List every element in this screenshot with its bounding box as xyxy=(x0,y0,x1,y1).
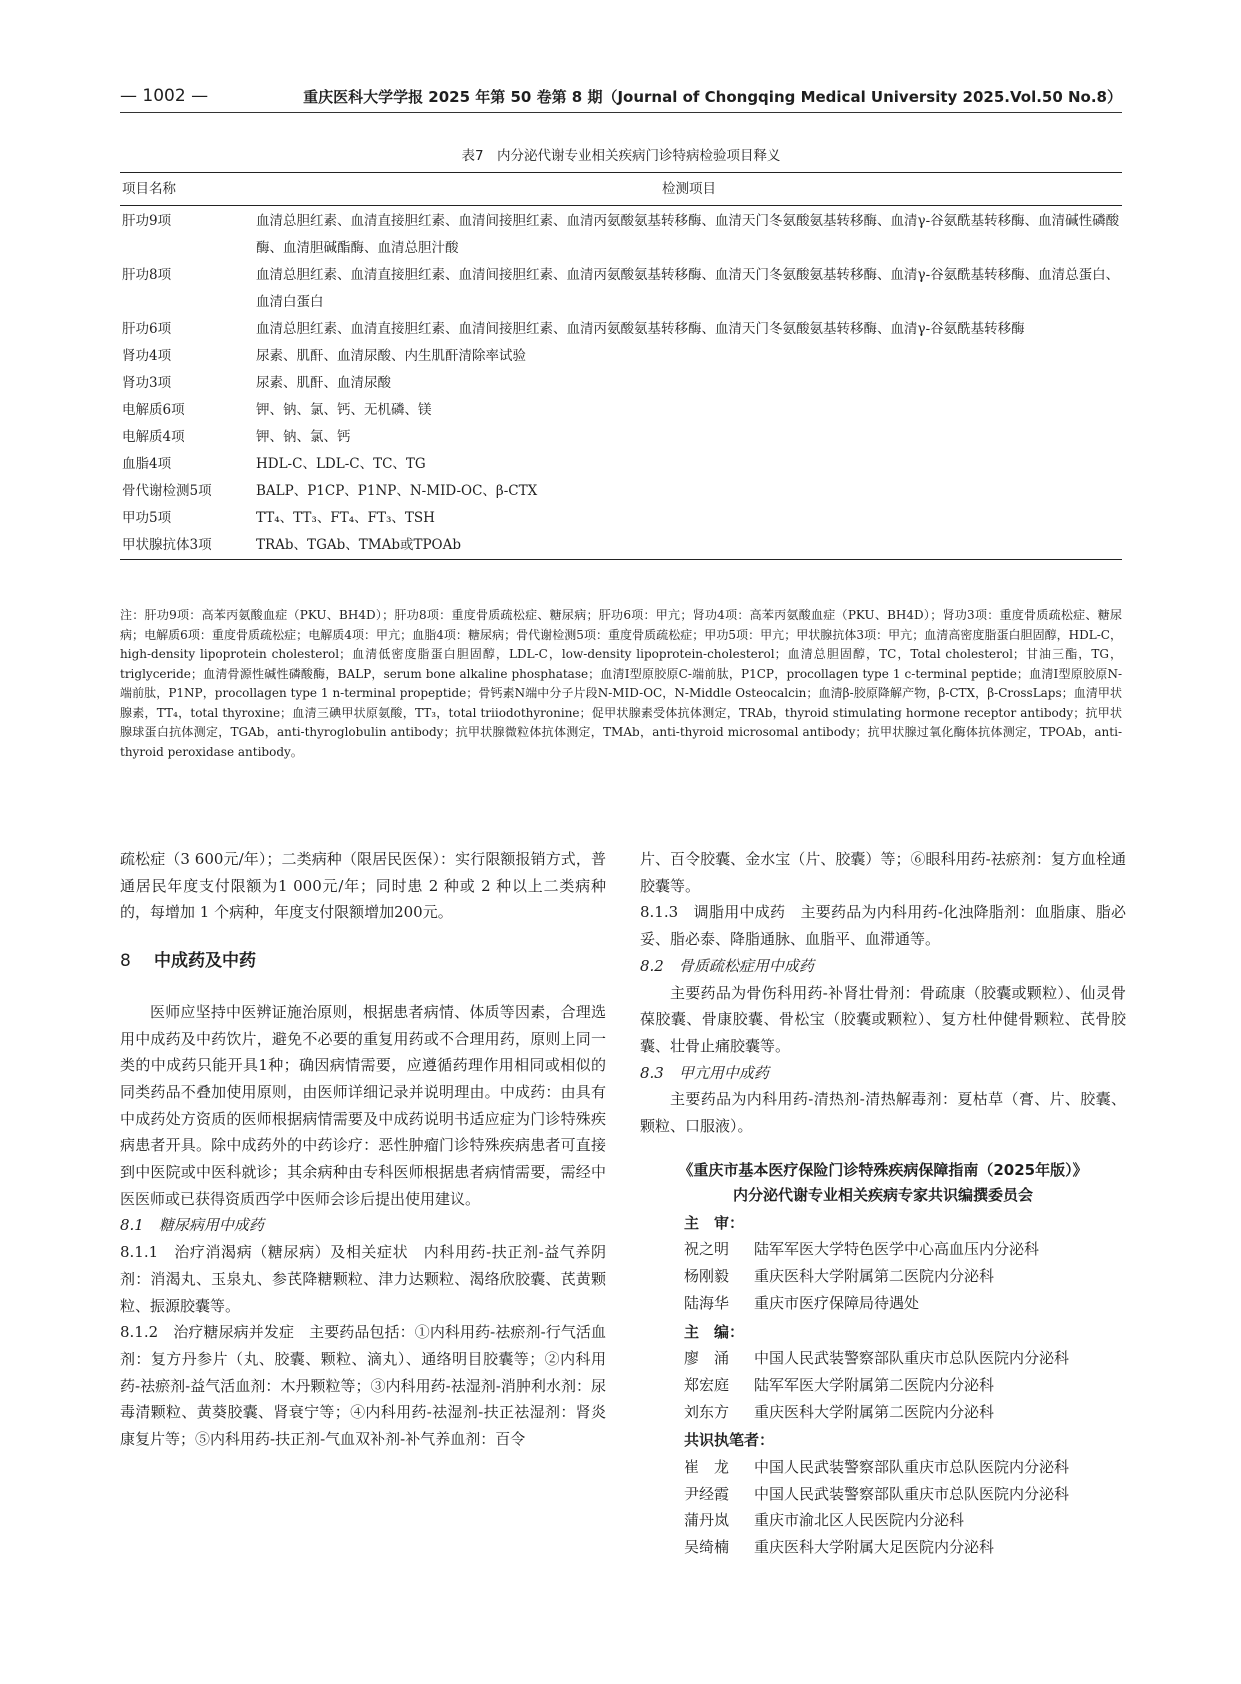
paragraph-8-1-3: 8.1.3 调脂用中成药 主要药品为内科用药-化浊降脂剂：血脂康、脂必妥、脂必泰、降脂通脉、血脂平、血滞通等。 xyxy=(640,903,1126,949)
committee-member xyxy=(640,1236,1126,1263)
header-rule xyxy=(120,112,1122,113)
table-row xyxy=(120,478,1122,505)
paragraph-8-2: 主要药品为骨伤科用药-补肾壮骨剂：骨疏康（胶囊或颗粒）、仙灵骨葆胶囊、骨康胶囊、骨松宝（胶囊或颗粒）、复方杜仲健骨颗粒、芪骨胶囊、壮骨止痛胶囊等。 xyxy=(640,983,1126,1055)
member-name: 陆海华 xyxy=(684,1293,730,1312)
continued-paragraph: 疏松症（3 600元/年）；二类病种（限居民医保）：实行限额报销方式，普通居民年度支付限额为1 000元/年；同时患 2 种或 2 种以上二类病种的，每增加 1 个病种，年度支付限额增加200元。 xyxy=(120,850,606,922)
committee-member xyxy=(640,1481,1126,1508)
row-item-name: 骨代谢检测5项 xyxy=(122,483,212,499)
member-name: 崔 龙 xyxy=(684,1458,730,1477)
role-review: 主 审： xyxy=(684,1213,745,1232)
table-row xyxy=(120,451,1122,478)
committee-member xyxy=(640,1345,1126,1372)
table-row xyxy=(120,262,1122,316)
continued-paragraph-right: 片、百令胶囊、金水宝（片、胶囊）等；⑥眼科用药-祛瘀剂：复方血栓通胶囊等。 xyxy=(640,850,1126,895)
section-title: 中成药及中药 xyxy=(154,951,256,972)
row-tests: BALP、P1CP、P1NP、N-MID-OC、β-CTX xyxy=(256,483,538,499)
table-title: 表7 内分泌代谢专业相关疾病门诊特病检验项目释义 xyxy=(461,148,781,164)
row-tests: TT₄、TT₃、FT₄、FT₃、TSH xyxy=(256,510,435,526)
member-name: 吴绮楠 xyxy=(684,1538,730,1557)
exam-items-table xyxy=(120,172,1122,560)
running-header xyxy=(120,86,1122,112)
committee-title-line-1: 《重庆市基本医疗保险门诊特殊疾病保障指南（2025年版）》 xyxy=(678,1160,1088,1179)
committee-member xyxy=(640,1507,1126,1534)
member-affiliation: 重庆市渝北区人民医院内分泌科 xyxy=(754,1511,965,1530)
committee-member xyxy=(640,1263,1126,1290)
section-heading xyxy=(120,948,606,975)
member-name: 廖 涌 xyxy=(684,1349,730,1368)
member-name: 蒲丹岚 xyxy=(684,1511,730,1530)
member-affiliation: 陆军军医大学特色医学中心高血压内分泌科 xyxy=(754,1240,1040,1259)
subsection-heading-8-1: 8.1 糖尿病用中成药 xyxy=(120,1216,264,1235)
committee-member xyxy=(640,1454,1126,1481)
journal-citation: 重庆医科大学学报 2025 年第 50 卷第 8 期（Journal of Chongqing Medical University 2025.Vol.50 No.8） xyxy=(303,88,1122,106)
row-tests: HDL-C、LDL-C、TC、TG xyxy=(256,456,426,472)
member-affiliation: 重庆医科大学附属第二医院内分泌科 xyxy=(754,1267,995,1286)
table-row xyxy=(120,397,1122,424)
committee-title-line-2: 内分泌代谢专业相关疾病专家共识编撰委员会 xyxy=(732,1185,1033,1204)
page-number: — 1002 — xyxy=(120,86,209,106)
column-header-item: 项目名称 xyxy=(120,173,254,206)
committee-member xyxy=(640,1290,1126,1317)
section-number: 8 xyxy=(120,951,131,972)
row-item-name: 电解质6项 xyxy=(122,402,185,418)
member-affiliation: 重庆医科大学附属大足医院内分泌科 xyxy=(754,1538,995,1557)
right-column xyxy=(640,846,1126,1561)
role-writers: 共识执笔者： xyxy=(684,1431,775,1450)
row-tests: 尿素、肌酐、血清尿酸 xyxy=(256,375,391,391)
committee-member xyxy=(640,1399,1126,1426)
row-tests: 血清总胆红素、血清直接胆红素、血清间接胆红素、血清丙氨酸氨基转移酶、血清天门冬氨酸氨基转移酶、血清γ-谷氨酰基转移酶 xyxy=(256,321,1025,337)
row-tests: 钾、钠、氯、钙、无机磷、镁 xyxy=(256,402,432,418)
subsection-heading-8-3: 8.3 甲亢用中成药 xyxy=(640,1063,769,1082)
row-item-name: 血脂4项 xyxy=(122,456,172,472)
member-name: 尹经霞 xyxy=(684,1484,730,1503)
table-row xyxy=(120,505,1122,532)
paragraph-8-1-2: 8.1.2 治疗糖尿病并发症 主要药品包括：①内科用药-祛瘀剂-行气活血剂：复方丹参片（丸、胶囊、颗粒、滴丸）、通络明目胶囊等；②内科用药-祛瘀剂-益气活血剂：木丹颗粒等；③内科用药-祛湿剂-消肿利水剂：尿毒清颗粒、黄葵胶囊、肾衰宁等；④内科用药-祛湿剂-扶正祛湿剂：肾炎康复片等；⑤内科用药-扶正剂-气血双补剂-补气养血剂：百令 xyxy=(120,1323,606,1449)
row-item-name: 甲功5项 xyxy=(122,510,172,526)
row-item-name: 肝功8项 xyxy=(122,267,172,283)
column-header-tests: 检测项目 xyxy=(254,173,1122,206)
committee-title xyxy=(640,1158,1126,1208)
member-name: 刘东方 xyxy=(684,1402,730,1421)
paragraph-8-3: 主要药品为内科用药-清热剂-清热解毒剂：夏枯草（膏、片、胶囊、颗粒、口服液）。 xyxy=(640,1090,1126,1136)
row-item-name: 电解质4项 xyxy=(122,429,185,445)
table-row xyxy=(120,532,1122,560)
table-row xyxy=(120,424,1122,451)
table-row xyxy=(120,343,1122,370)
row-tests: 尿素、肌酐、血清尿酸、内生肌酐清除率试验 xyxy=(256,348,526,364)
table-row xyxy=(120,370,1122,397)
subsection-heading-8-2: 8.2 骨质疏松症用中成药 xyxy=(640,956,814,975)
row-tests: 血清总胆红素、血清直接胆红素、血清间接胆红素、血清丙氨酸氨基转移酶、血清天门冬氨酸氨基转移酶、血清γ-谷氨酰基转移酶、血清总蛋白、血清白蛋白 xyxy=(256,267,1120,310)
row-item-name: 肾功3项 xyxy=(122,375,172,391)
table-row xyxy=(120,316,1122,343)
member-affiliation: 重庆市医疗保障局待遇处 xyxy=(754,1293,920,1312)
member-affiliation: 中国人民武装警察部队重庆市总队医院内分泌科 xyxy=(754,1484,1070,1503)
row-tests: 血清总胆红素、血清直接胆红素、血清间接胆红素、血清丙氨酸氨基转移酶、血清天门冬氨酸氨基转移酶、血清γ-谷氨酰基转移酶、血清碱性磷酸酶、血清胆碱酯酶、血清总胆汁酸 xyxy=(256,213,1120,256)
table-header-row xyxy=(120,173,1122,206)
role-editor: 主 编： xyxy=(684,1322,745,1341)
row-item-name: 甲状腺抗体3项 xyxy=(120,532,254,560)
member-name: 郑宏庭 xyxy=(684,1375,730,1394)
intro-paragraph: 医师应坚持中医辨证施治原则，根据患者病情、体质等因素，合理选用中成药及中药饮片，避免不必要的重复用药或不合理用药，原则上同一类的中成药只能开具1种；确因病情需要，应遵循药理作用相同或相似的同类药品不叠加使用原则，由医师详细记录并说明理由。中成药：由具有中成药处方资质的医师根据病情需要及中成药说明书适应症为门诊特殊疾病患者开具。除中成药外的中药诊疗：恶性肿瘤门诊特殊疾病患者可直接到中医院或中医科就诊；其余病种由专科医师根据患者病情需要，需经中医医师或已获得资质西学中医师会诊后提出使用建议。 xyxy=(120,1002,606,1208)
member-affiliation: 中国人民武装警察部队重庆市总队医院内分泌科 xyxy=(754,1458,1070,1477)
paragraph-8-1-1: 8.1.1 治疗消渴病（糖尿病）及相关症状 内科用药-扶正剂-益气养阴剂：消渴丸、玉泉丸、参芪降糖颗粒、津力达颗粒、渴络欣胶囊、芪黄颗粒、振源胶囊等。 xyxy=(120,1243,606,1315)
left-column xyxy=(120,846,606,1453)
table-note: 注：肝功9项：高苯丙氨酸血症（PKU、BH4D）；肝功8项：重度骨质疏松症、糖尿病；肝功6项：甲亢；肾功4项：高苯丙氨酸血症（PKU、BH4D）；肾功3项：重度骨质疏松症、糖尿病；电解质6项：重度骨质疏松症；电解质4项：甲亢；血脂4项：糖尿病；骨代谢检测5项：重度骨质疏松症；甲功5项：甲亢；甲状腺抗体3项：甲亢；血清高密度脂蛋白胆固醇，HDL-C，high-density lipoprotein cholesterol；血清低密度脂蛋白胆固醇，LDL-C，low-density lipoprotein-cholesterol；血清总胆固醇，TC，Total cholesterol；甘油三酯，TG，triglyceride；血清骨源性碱性磷酸酶，BALP，serum bone alkaline phosphatase；血清Ⅰ型原胶原C-端前肽，P1CP，procollagen type 1 c-terminal peptide；血清Ⅰ型原胶原N-端前肽，P1NP，procollagen type 1 n-terminal propeptide；骨钙素N端中分子片段N-MID-OC，N-Middle Osteocalcin；血清β-胶原降解产物，β-CTX，β-CrossLaps；血清甲状腺素，TT₄，total thyroxine；血清三碘甲状原氨酸，TT₃，total triiodothyronine；促甲状腺素受体抗体测定，TRAb，thyroid stimulating hormone receptor antibody；抗甲状腺球蛋白抗体测定，TGAb，anti-thyroglobulin antibody；抗甲状腺微粒体抗体测定，TMAb，anti-thyroid microsomal antibody；抗甲状腺过氧化酶体抗体测定，TPOAb，anti-thyroid peroxidase antibody。 xyxy=(120,608,1122,759)
row-tests: 钾、钠、氯、钙 xyxy=(256,429,351,445)
row-item-name: 肝功6项 xyxy=(122,321,172,337)
member-name: 杨刚毅 xyxy=(684,1267,730,1286)
member-affiliation: 重庆医科大学附属第二医院内分泌科 xyxy=(754,1402,995,1421)
committee-member xyxy=(640,1372,1126,1399)
member-affiliation: 中国人民武装警察部队重庆市总队医院内分泌科 xyxy=(754,1349,1070,1368)
member-name: 祝之明 xyxy=(684,1240,730,1259)
member-affiliation: 陆军军医大学附属第二医院内分泌科 xyxy=(754,1375,995,1394)
row-item-name: 肾功4项 xyxy=(122,348,172,364)
row-item-name: 肝功9项 xyxy=(122,213,172,229)
committee-member xyxy=(640,1534,1126,1561)
table-row xyxy=(120,206,1122,263)
row-tests: TRAb、TGAb、TMAb或TPOAb xyxy=(254,532,1122,560)
